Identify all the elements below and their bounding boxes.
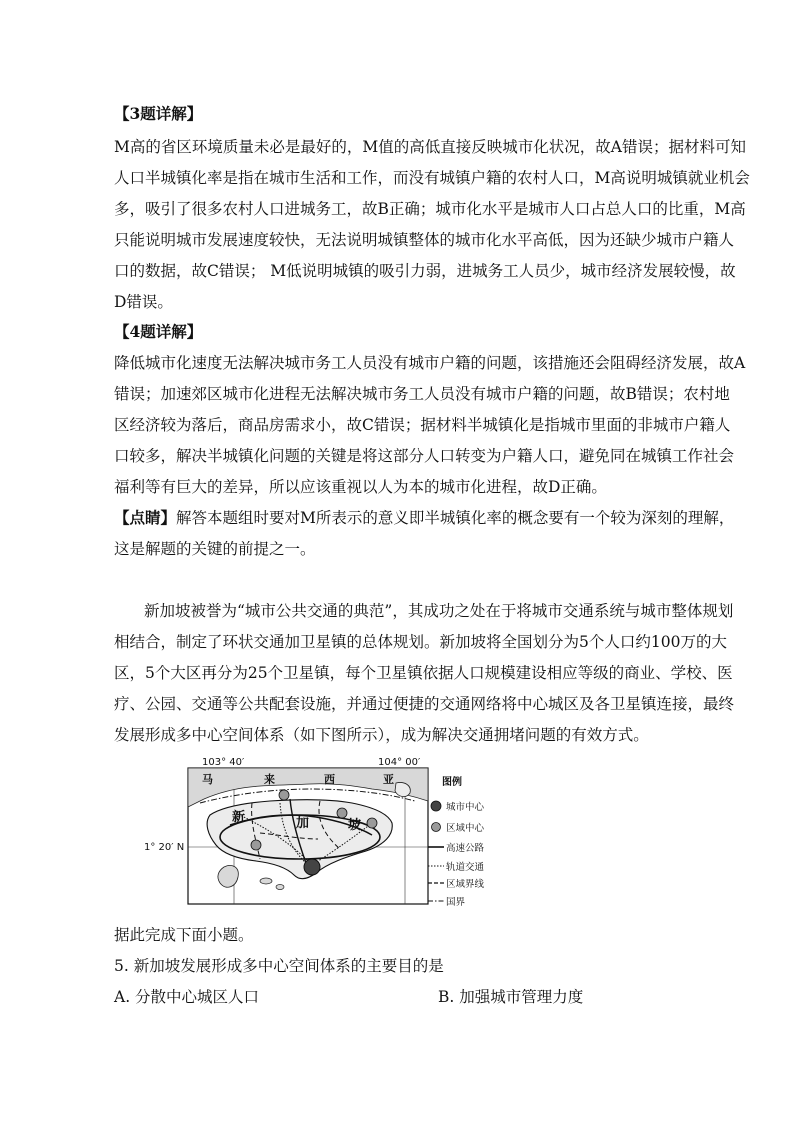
- question-5-option-b[interactable]: B. 加强城市管理力度: [438, 988, 584, 1006]
- southern-islet-2: [276, 885, 284, 890]
- section-3-line-5: 口的数据，故C错误； M低说明城镇的吸引力弱，进城务工人员少，城市经济发展较慢，故: [114, 262, 736, 280]
- tip-line-1: [114, 508, 734, 528]
- section-4-line-2: 错误；加速郊区城市化进程无法解决城市务工人员没有城市户籍的问题，故B错误；农村地: [114, 385, 730, 403]
- passage-line-3: 区，5个大区再分为25个卫星镇，每个卫星镇依据人口规模建设相应等级的商业、学校、医: [114, 664, 733, 682]
- island-char-2: 加: [296, 816, 310, 831]
- section-4-line-1: 降低城市化速度无法解决城市务工人员没有城市户籍的问题，该措施还会阻碍经济发展，故A: [114, 354, 746, 372]
- legend-regional-center-icon: [432, 823, 441, 832]
- legend-label-region-boundary: 区域界线: [446, 879, 485, 890]
- section-4-line-3: 区经济较为落后，商品房需求小，故C错误；据材料半城镇化是指城市里面的非城市户籍人: [114, 416, 731, 434]
- island-char-1: 新: [232, 810, 246, 825]
- city-center-marker: [304, 859, 320, 875]
- section-4-heading: 【4题详解】: [114, 322, 203, 341]
- regional-center-northeast: [337, 808, 347, 818]
- map-lon-right-label: 104° 00′: [378, 757, 421, 768]
- section-3-line-2: 人口半城镇化率是指在城市生活和工作，而没有城镇户籍的农村人口，M高说明城镇就业机会: [114, 169, 750, 187]
- island-char-3: 坡: [348, 818, 362, 833]
- malaysia-char-3: 西: [324, 773, 335, 786]
- regional-center-west: [251, 840, 261, 850]
- section-3-heading: 【3题详解】: [114, 104, 203, 123]
- passage-line-4: 疗、公园、交通等公共配套设施，并通过便捷的交通网络将中心城区及各卫星镇连接，最终: [114, 695, 735, 713]
- singapore-map: [140, 755, 510, 915]
- legend-title: 图例: [442, 777, 462, 788]
- question-5-option-a[interactable]: A. 分散中心城区人口: [114, 988, 260, 1006]
- legend-label-expressway: 高速公路: [446, 843, 485, 854]
- legend-city-center-icon: [431, 801, 441, 811]
- question-5-stem: 5. 新加坡发展形成多中心空间体系的主要目的是: [114, 957, 444, 975]
- tip-line-2: 这是解题的关键的前提之一。: [114, 540, 316, 558]
- southern-islet-1: [260, 878, 272, 884]
- map-lat-label: 1° 20′ N: [144, 842, 185, 853]
- passage-line-2: 相结合，制定了环状交通加卫星镇的总体规划。新加坡将全国划分为5个人口约100万的大: [114, 633, 727, 651]
- after-map-instruction: 据此完成下面小题。: [114, 926, 254, 944]
- legend-label-regional-center: 区域中心: [446, 823, 485, 834]
- malaysia-char-1: 马: [202, 773, 213, 786]
- section-3-line-6: D错误。: [114, 293, 173, 311]
- regional-center-east: [367, 818, 377, 828]
- section-4-line-5: 福利等有巨大的差异，所以应该重视以人为本的城市化进程，故D正确。: [114, 478, 607, 496]
- legend-label-city-center: 城市中心: [446, 802, 485, 813]
- legend-label-rail: 轨道交通: [446, 862, 485, 873]
- legend-label-national-boundary: 国界: [446, 897, 466, 908]
- tip-label: 【点睛】: [114, 508, 177, 527]
- malaysia-char-2: 来: [264, 773, 275, 786]
- tip-text-1: 解答本题组时要对M所表示的意义即半城镇化率的概念要有一个较为深刻的理解，: [176, 509, 735, 527]
- section-3-line-4: 只能说明城市发展速度较快，无法说明城镇整体的城市化水平高低，因为还缺少城市户籍人: [114, 231, 735, 249]
- section-4-line-4: 口较多，解决半城镇化问题的关键是将这部分人口转变为户籍人口，避免同在城镇工作社会: [114, 447, 735, 465]
- section-3-line-1: M高的省区环境质量未必是最好的，M值的高低直接反映城市化状况，故A错误；据材料可知: [114, 138, 746, 156]
- map-lon-left-label: 103° 40′: [202, 757, 245, 768]
- passage-line-1: 新加坡被誉为“城市公共交通的典范”，其成功之处在于将城市交通系统与城市整体规划: [144, 602, 734, 620]
- regional-center-north: [279, 790, 289, 800]
- passage-line-5: 发展形成多中心空间体系（如下图所示），成为解决交通拥堵问题的有效方式。: [114, 726, 649, 744]
- section-3-line-3: 多，吸引了很多农村人口进城务工，故B正确；城市化水平是城市人口占总人口的比重，M高: [114, 200, 746, 218]
- malaysia-char-4: 亚: [383, 773, 394, 786]
